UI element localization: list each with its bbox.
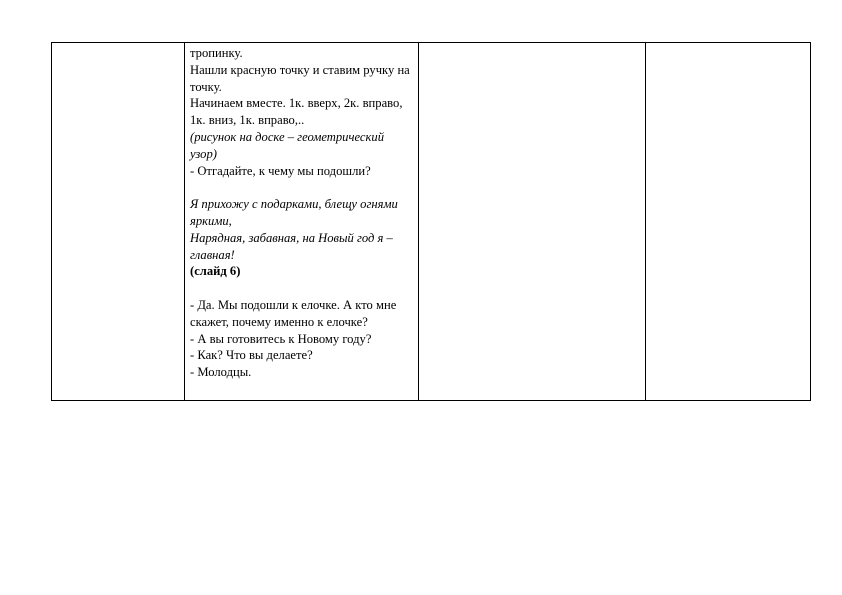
text-line: - Как? Что вы делаете? <box>190 348 313 363</box>
text-line: - Отгадайте, к чему мы подошли? <box>190 163 371 178</box>
slide-reference: (слайд 6) <box>190 264 241 279</box>
spacer <box>190 280 414 297</box>
text-line-italic: (рисунок на доске – геометрический узор) <box>190 129 384 161</box>
text-line: - А вы готовитесь к Новому году? <box>190 331 372 346</box>
table-row <box>52 43 811 401</box>
table-cell-teacher-activity <box>185 43 419 401</box>
table-cell-notes <box>646 43 811 401</box>
text-line: Нашли красную точку и ставим ручку на точку. <box>190 62 410 94</box>
table-cell-stage <box>52 43 185 401</box>
text-line: - Молодцы. <box>190 365 252 380</box>
table-cell-student-activity <box>419 43 646 401</box>
spacer <box>190 179 414 196</box>
text-line: - Да. Мы подошли к елочке. А кто мне скажет, почему именно к елочке? <box>190 297 397 329</box>
teacher-activity-text <box>185 43 418 381</box>
text-line: Начинаем вместе. 1к. вверх, 2к. вправо, 1к. вниз, 1к. вправо,.. <box>190 96 403 128</box>
riddle-line: Нарядная, забавная, на Новый год я – главная! <box>190 230 393 262</box>
riddle-line: Я прихожу с подарками, блещу огнями яркими, <box>190 197 398 228</box>
text-line: тропинку. <box>190 46 243 60</box>
lesson-plan-table <box>51 42 811 401</box>
